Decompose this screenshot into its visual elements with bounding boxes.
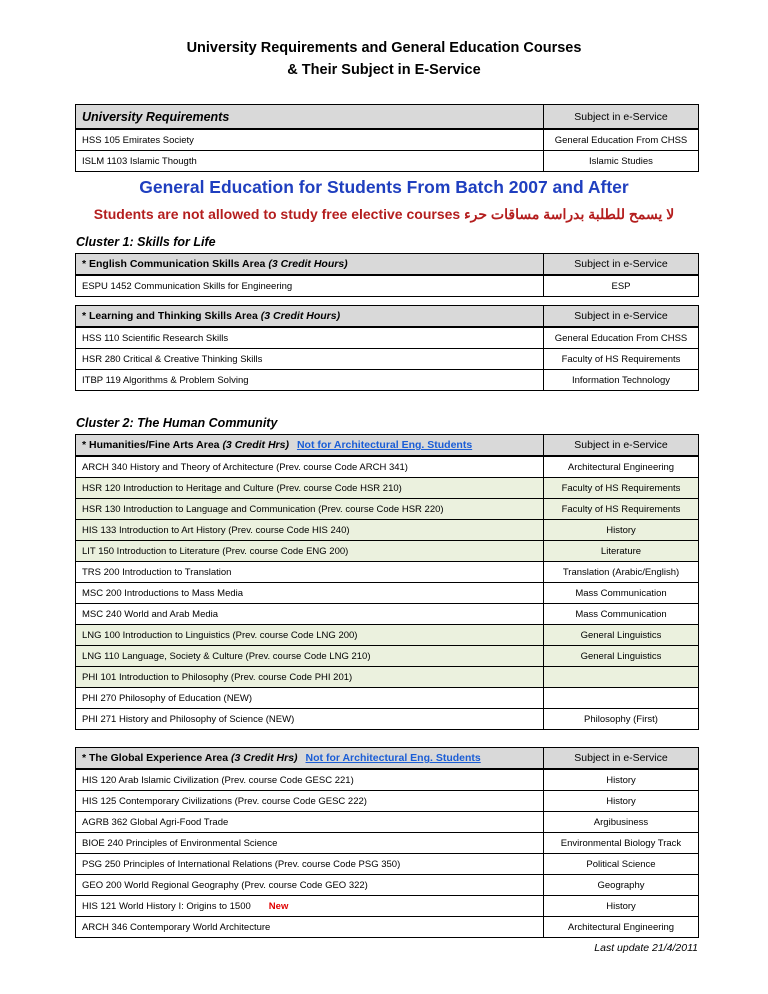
subject-cell: History — [544, 791, 699, 812]
subject-cell: Literature — [544, 541, 699, 562]
table-row — [76, 625, 699, 646]
humanities-header: * Humanities/Fine Arts Area (3 Credit Hrs) Not for Architectural Eng. Students — [76, 435, 544, 457]
course-cell: PHI 271 History and Philosophy of Science (NEW) — [76, 709, 544, 730]
course-cell: HSR 130 Introduction to Language and Communication (Prev. course Code HSR 220) — [76, 499, 544, 520]
last-update: Last update 21/4/2011 — [594, 942, 698, 954]
gen-ed-title: General Education for Students From Batch 2007 and After — [139, 177, 629, 197]
subject-cell: Information Technology — [544, 370, 699, 391]
course-cell: LNG 100 Introduction to Linguistics (Prev. course Code LNG 200) — [76, 625, 544, 646]
course-cell: HSS 110 Scientific Research Skills — [76, 327, 544, 349]
table-row — [76, 854, 699, 875]
table-row — [76, 349, 699, 370]
table-row — [76, 604, 699, 625]
global-subject-header: Subject in e-Service — [544, 748, 699, 770]
course-cell: ARCH 340 History and Theory of Architecture (Prev. course Code ARCH 341) — [76, 456, 544, 478]
subject-cell: History — [544, 896, 699, 917]
subject-cell: General Linguistics — [544, 625, 699, 646]
table-row — [76, 709, 699, 730]
global-experience-table — [75, 747, 699, 938]
table-row — [76, 499, 699, 520]
subject-cell: Environmental Biology Track — [544, 833, 699, 854]
subject-cell — [544, 688, 699, 709]
table-row — [76, 917, 699, 938]
learning-skills-table — [75, 305, 699, 391]
course-cell: HIS 133 Introduction to Art History (Prev. course Code HIS 240) — [76, 520, 544, 541]
table-row — [76, 151, 699, 172]
table-row — [76, 812, 699, 833]
english-header: * English Communication Skills Area (3 Credit Hours) — [76, 254, 544, 276]
course-cell: HSR 120 Introduction to Heritage and Culture (Prev. course Code HSR 210) — [76, 478, 544, 499]
subject-cell: General Education From CHSS — [544, 129, 699, 151]
english-subject-header: Subject in e-Service — [544, 254, 699, 276]
university-requirements-table — [75, 104, 699, 172]
table-row — [76, 769, 699, 791]
subject-cell: General Linguistics — [544, 646, 699, 667]
course-cell: MSC 200 Introductions to Mass Media — [76, 583, 544, 604]
table-row — [76, 667, 699, 688]
table-row — [76, 896, 699, 917]
table-row — [76, 478, 699, 499]
subject-cell: General Education From CHSS — [544, 327, 699, 349]
course-cell: ARCH 346 Contemporary World Architecture — [76, 917, 544, 938]
course-cell: HIS 120 Arab Islamic Civilization (Prev. course Code GESC 221) — [76, 769, 544, 791]
table-row — [76, 456, 699, 478]
table-row — [76, 327, 699, 349]
learning-header: * Learning and Thinking Skills Area (3 Credit Hours) — [76, 306, 544, 328]
course-cell: BIOE 240 Principles of Environmental Science — [76, 833, 544, 854]
learning-subject-header: Subject in e-Service — [544, 306, 699, 328]
new-badge: New — [268, 900, 289, 912]
subject-cell: Faculty of HS Requirements — [544, 349, 699, 370]
university-subject-header: Subject in e-Service — [544, 105, 699, 130]
course-cell: AGRB 362 Global Agri-Food Trade — [76, 812, 544, 833]
course-cell: HSR 280 Critical & Creative Thinking Skills — [76, 349, 544, 370]
course-cell: HIS 125 Contemporary Civilizations (Prev. course Code GESC 222) — [76, 791, 544, 812]
subject-cell: Argibusiness — [544, 812, 699, 833]
subject-cell: Mass Communication — [544, 604, 699, 625]
table-row — [76, 370, 699, 391]
subject-cell: Philosophy (First) — [544, 709, 699, 730]
cluster2-title: Cluster 2: The Human Community — [76, 416, 278, 430]
subject-cell: Geography — [544, 875, 699, 896]
table-row — [76, 520, 699, 541]
table-row — [76, 129, 699, 151]
humanities-table — [75, 434, 699, 730]
course-cell: TRS 200 Introduction to Translation — [76, 562, 544, 583]
university-header: University Requirements — [76, 105, 544, 130]
course-cell: PHI 270 Philosophy of Education (NEW) — [76, 688, 544, 709]
subject-cell: ESP — [544, 275, 699, 297]
cluster1-title: Cluster 1: Skills for Life — [76, 235, 216, 249]
document-title-line1: University Requirements and General Education Courses — [186, 40, 582, 56]
subject-cell: Political Science — [544, 854, 699, 875]
course-cell: HSS 105 Emirates Society — [76, 129, 544, 151]
table-row — [76, 583, 699, 604]
table-row — [76, 688, 699, 709]
document-title-line2: & Their Subject in E-Service — [287, 62, 481, 78]
subject-cell — [544, 667, 699, 688]
arch-exclusion-link[interactable]: Not for Architectural Eng. Students — [305, 752, 481, 764]
course-cell: HIS 121 World History I: Origins to 1500 New — [76, 896, 544, 917]
table-row — [76, 833, 699, 854]
table-row — [76, 875, 699, 896]
course-cell: MSC 240 World and Arab Media — [76, 604, 544, 625]
course-cell: PSG 250 Principles of International Relations (Prev. course Code PSG 350) — [76, 854, 544, 875]
course-cell: ITBP 119 Algorithms & Problem Solving — [76, 370, 544, 391]
subject-cell: Faculty of HS Requirements — [544, 478, 699, 499]
course-cell: GEO 200 World Regional Geography (Prev. course Code GEO 322) — [76, 875, 544, 896]
subject-cell: Mass Communication — [544, 583, 699, 604]
humanities-subject-header: Subject in e-Service — [544, 435, 699, 457]
course-cell: LNG 110 Language, Society & Culture (Prev. course Code LNG 210) — [76, 646, 544, 667]
global-header: * The Global Experience Area (3 Credit Hrs) Not for Architectural Eng. Students — [76, 748, 544, 770]
table-row — [76, 562, 699, 583]
subject-cell: Architectural Engineering — [544, 456, 699, 478]
subject-cell: Faculty of HS Requirements — [544, 499, 699, 520]
course-cell: LIT 150 Introduction to Literature (Prev. course Code ENG 200) — [76, 541, 544, 562]
table-row — [76, 275, 699, 297]
elective-warning: Students are not allowed to study free elective courses لا يسمح للطلبة بدراسة مساقات حرء — [93, 206, 675, 222]
table-row — [76, 791, 699, 812]
subject-cell: History — [544, 520, 699, 541]
course-cell: ISLM 1103 Islamic Thougth — [76, 151, 544, 172]
table-row — [76, 646, 699, 667]
arch-exclusion-link[interactable]: Not for Architectural Eng. Students — [296, 439, 473, 451]
table-row — [76, 541, 699, 562]
course-cell: PHI 101 Introduction to Philosophy (Prev. course Code PHI 201) — [76, 667, 544, 688]
course-cell: ESPU 1452 Communication Skills for Engineering — [76, 275, 544, 297]
subject-cell: Architectural Engineering — [544, 917, 699, 938]
subject-cell: History — [544, 769, 699, 791]
subject-cell: Translation (Arabic/English) — [544, 562, 699, 583]
subject-cell: Islamic Studies — [544, 151, 699, 172]
english-skills-table — [75, 253, 699, 297]
